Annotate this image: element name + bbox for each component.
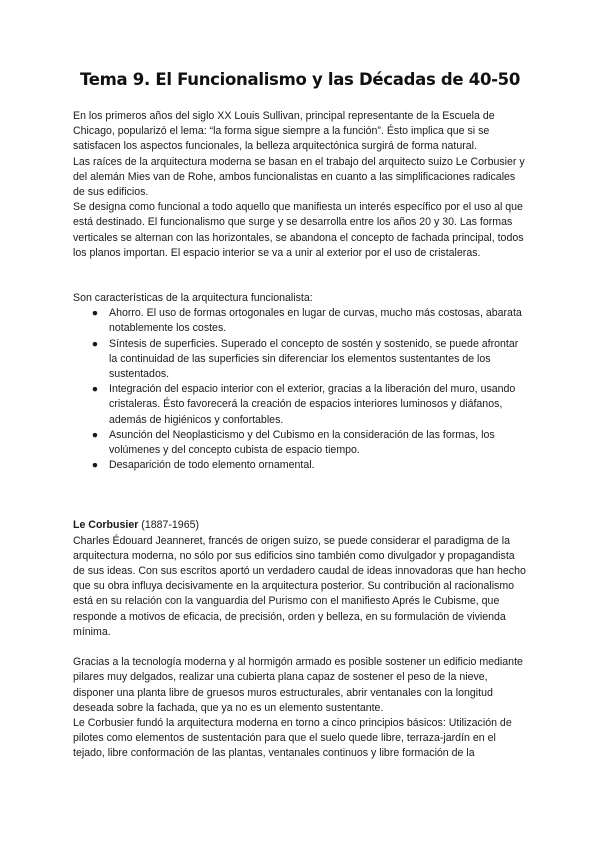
list-item bbox=[73, 428, 528, 458]
section-heading-dates: (1887-1965) bbox=[138, 519, 200, 532]
bullet-icon: ● bbox=[91, 383, 99, 396]
intro-paragraph-3: Se designa como funcional a todo aquello que manifiesta un interés específico por el uso al que está destinado. El funcionalismo que surge y se desarrolla entre los años 20 y 30. Las formas verticales se alternan con las horizontales, se abandona el concepto de fachada principal, todos los planos importan. El espacio interior se va a unir al exterior por el uso de cristaleras. bbox=[73, 201, 524, 259]
section-heading-name: Le Corbusier bbox=[73, 519, 139, 532]
intro-paragraph-1: En los primeros años del siglo XX Louis Sullivan, principal representante de la Escuela de Chicago, popularizó el lema: “la forma sigue siempre a la función”. Ésto implica que si se satisfacen los aspectos funcionales, la belleza arquitectónica surgirá de forma natural. bbox=[73, 110, 495, 153]
list-item-text: Asunción del Neoplasticismo y del Cubismo en la consideración de las formas, los volúmenes y del concepto cubista de espacio tiempo. bbox=[109, 428, 495, 457]
list-item bbox=[73, 458, 528, 473]
list-item-text: Desaparición de todo elemento ornamental. bbox=[109, 459, 315, 472]
document-body bbox=[73, 109, 528, 762]
list-item bbox=[73, 337, 528, 383]
bullet-icon: ● bbox=[91, 337, 99, 350]
features-intro: Son características de la arquitectura funcionalista: bbox=[73, 292, 313, 305]
bullet-icon: ● bbox=[91, 307, 99, 320]
list-item-text: Integración del espacio interior con el exterior, gracias a la liberación del muro, usando cristaleras. Ésto favorecerá la creación de espacios interiores luminosos y diáfanos, además de higiénicos y confortables. bbox=[109, 383, 516, 426]
corbusier-paragraph-1: Charles Édouard Jeanneret, francés de origen suizo, se puede considerar el paradigma de la arquitectura moderna, no sólo por sus edificios sino también como divulgador y propagandista de sus ideas. Con sus escritos aportó un verdadero caudal de ideas innovadoras que han hecho que su obra influya decisivamente en la arquitectura posterior. Su contribución al racionalismo está en su relación con la vanguardia del Purismo con el manifiesto Aprés le Cubisme, que responde a motivos de eficacia, de precisión, orden y belleza, en su formulación de vivienda mínima. bbox=[73, 534, 526, 638]
intro-paragraph-2: Las raíces de la arquitectura moderna se basan en el trabajo del arquitecto suizo Le Corbusier y del alemán Mies van de Rohe, ambos funcionalistas en cuanto a las simplificaciones radicales de sus edificios. bbox=[73, 155, 525, 199]
corbusier-paragraph-3: Le Corbusier fundó la arquitectura moderna en torno a cinco principios básicos: Utilización de pilotes como elementos de sustentación para que el suelo quede libre, terraza-jardín en el tejado, libre conformación de las plantas, ventanales continuos y libre formación de la bbox=[73, 716, 512, 760]
features-list bbox=[73, 306, 528, 473]
list-item-text: Síntesis de superficies. Superado el concepto de sostén y sostenido, se puede afrontar la continuidad de las superficies sin diferenciar los elementos sustentantes de los sustentados. bbox=[109, 337, 519, 381]
list-item bbox=[73, 382, 528, 428]
list-item-text: Ahorro. El uso de formas ortogonales en lugar de curvas, mucho más costosas, abarata notablemente los costes. bbox=[109, 307, 522, 335]
page-title: Tema 9. El Funcionalismo y las Décadas de 40-50 bbox=[79, 70, 521, 89]
list-item bbox=[73, 306, 528, 336]
bullet-icon: ● bbox=[91, 428, 99, 441]
bullet-icon: ● bbox=[91, 459, 99, 472]
corbusier-paragraph-2: Gracias a la tecnología moderna y al hormigón armado es posible sostener un edificio mediante pilares muy delgados, realizar una cubierta plana capaz de sostener el peso de la nieve, disponer una planta libre de gruesos muros estructurales, abrir ventanales con la longitud deseada sobre la fachada, que ya no es un elemento sustentante. bbox=[73, 656, 523, 714]
section-heading bbox=[73, 518, 528, 533]
